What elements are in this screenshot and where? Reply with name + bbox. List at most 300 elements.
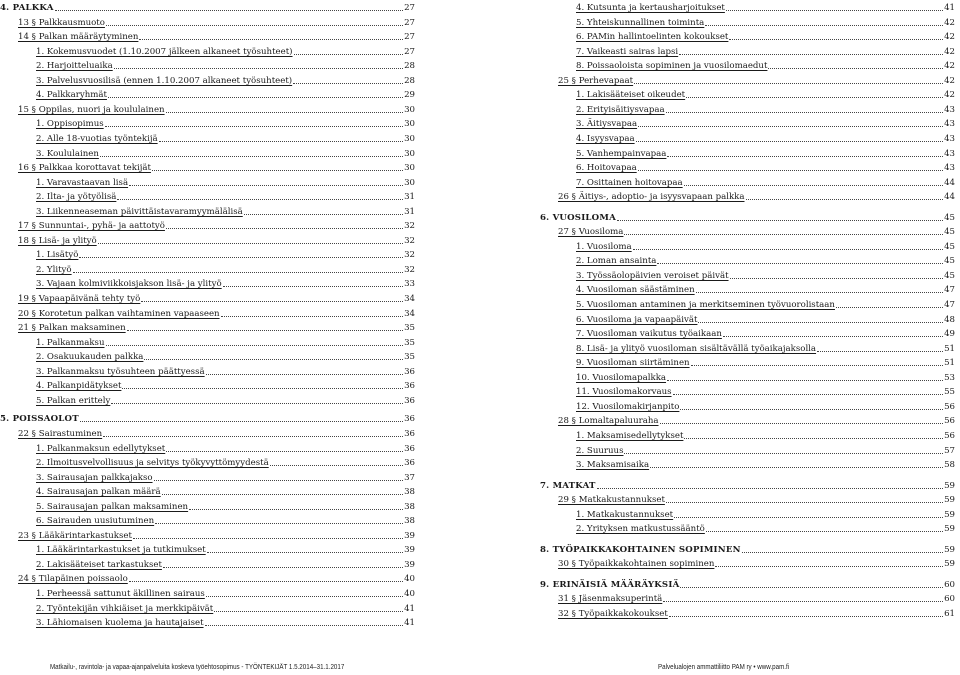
dot-leader (117, 199, 403, 200)
toc-subsection[interactable] (576, 340, 955, 354)
toc-subsection[interactable] (36, 188, 415, 202)
toc-subsection[interactable] (576, 43, 955, 57)
toc-entry-label: 1. Lakisääteiset oikeudet (576, 90, 686, 101)
toc-page-number: 60 (944, 594, 955, 605)
dot-leader (597, 488, 943, 489)
dot-leader (205, 625, 404, 626)
dot-leader (244, 214, 403, 215)
toc-entry-label: 1. Palkanmaksu (36, 337, 105, 348)
dot-leader (207, 552, 403, 553)
dot-leader (221, 316, 403, 317)
dot-leader (154, 480, 404, 481)
toc-subsection[interactable] (576, 101, 955, 115)
toc-entry-label: 22 § Sairastuminen (18, 428, 103, 439)
toc-subsection[interactable] (576, 520, 955, 534)
toc-entry-label: 2. Suuruus (576, 445, 624, 456)
dot-leader (705, 25, 943, 26)
toc-page-number: 47 (944, 285, 955, 296)
toc-section[interactable] (18, 101, 415, 115)
toc-subsection[interactable] (36, 363, 415, 377)
dot-leader (206, 374, 403, 375)
toc-subsection[interactable] (576, 369, 955, 383)
toc-entry-label: 9. ERINÄISIÄ MÄÄRÄYKSIÄ (540, 579, 680, 590)
toc-subsection[interactable] (576, 267, 955, 281)
toc-page-number: 59 (944, 480, 955, 491)
toc-subsection[interactable] (576, 57, 955, 71)
dot-leader (166, 228, 403, 229)
toc-section[interactable] (558, 72, 955, 86)
dot-leader (166, 112, 403, 113)
toc-subsection[interactable] (576, 174, 955, 188)
toc-page-number: 59 (944, 559, 955, 570)
toc-entry-label: 6. Sairauden uusiutuminen (36, 516, 155, 527)
dot-leader (114, 68, 403, 69)
toc-entry-label: 3. Vajaan kolmiviikkoisjakson lisä- ja ylityö (36, 279, 222, 290)
dot-leader (706, 531, 943, 532)
toc-page-number: 27 (404, 3, 415, 13)
toc-subsection[interactable] (576, 14, 955, 28)
toc-entry-label: 2. Ylityö (36, 264, 72, 275)
toc-page-number: 56 (944, 430, 955, 441)
dot-leader (686, 97, 943, 98)
toc-page-number: 59 (944, 544, 955, 555)
toc-page-number: 30 (404, 104, 415, 115)
dot-leader (696, 292, 943, 293)
dot-leader (223, 286, 403, 287)
toc-entry-label: 3. Palvelusvuosilisä (ennen 1.10.2007 alkaneet työsuhteet) (36, 75, 293, 86)
toc-chapter[interactable] (0, 0, 415, 13)
toc-subsection[interactable] (576, 311, 955, 325)
toc-section[interactable] (558, 223, 955, 237)
toc-subsection[interactable] (36, 246, 415, 260)
toc-subsection[interactable] (576, 159, 955, 173)
toc-page-number: 57 (944, 445, 955, 456)
toc-entry-label: 3. Palkanmaksu työsuhteen päättyessä (36, 366, 205, 377)
toc-subsection[interactable] (576, 296, 955, 310)
toc-entry-label: 4. Isyysvapaa (576, 133, 635, 144)
toc-subsection[interactable] (36, 348, 415, 362)
toc-subsection[interactable] (36, 392, 415, 406)
dot-leader (660, 423, 944, 424)
toc-page-number: 45 (944, 212, 955, 223)
toc-page-number: 38 (404, 487, 415, 498)
toc-entry-label: 7. Osittainen hoitovapaa (576, 177, 683, 188)
toc-entry-label: 1. Varavastaavan lisä (36, 177, 129, 188)
toc-entry-label: 27 § Vuosiloma (558, 227, 624, 238)
toc-page-number: 36 (404, 458, 415, 469)
toc-page-number: 36 (404, 395, 415, 406)
dot-leader (746, 199, 944, 200)
dot-leader (691, 365, 944, 366)
dot-leader (155, 523, 403, 524)
toc-entry-label: 7. MATKAT (540, 480, 596, 491)
toc-page-number: 42 (944, 32, 955, 43)
toc-subsection[interactable] (36, 145, 415, 159)
toc-entry-label: 2. Ilta- ja yötyölisä (36, 192, 117, 203)
toc-page-number: 28 (404, 75, 415, 86)
dot-leader (79, 257, 403, 258)
toc-entry-label: 29 § Matkakustannukset (558, 495, 665, 506)
toc-entry-label: 5. Palkan erittely (36, 395, 111, 406)
toc-subsection[interactable] (36, 174, 415, 188)
toc-page-number: 41 (944, 3, 955, 13)
toc-page-number: 27 (404, 17, 415, 28)
toc-entry-label: 7. Vuosiloman vaikutus työaikaan (576, 329, 722, 340)
toc-page-number: 27 (404, 32, 415, 43)
toc-subsection[interactable] (576, 325, 955, 339)
toc-subsection[interactable] (576, 145, 955, 159)
toc-entry-label: 8. Lisä- ja ylityö vuosiloman sisältävällä työaikajaksolla (576, 343, 817, 354)
toc-subsection[interactable] (576, 398, 955, 412)
dot-leader (270, 465, 403, 466)
toc-chapter[interactable] (540, 541, 955, 555)
dot-leader (680, 409, 943, 410)
dot-leader (294, 54, 404, 55)
toc-subsection[interactable] (36, 86, 415, 100)
toc-chapter[interactable] (0, 410, 415, 424)
toc-entry-label: 2. Alle 18-vuotias työntekijä (36, 133, 158, 144)
dot-leader (106, 345, 404, 346)
dot-leader (293, 83, 403, 84)
toc-page-number: 51 (944, 358, 955, 369)
toc-entry-label: 3. Maksamisaika (576, 460, 650, 471)
toc-entry-label: 2. Osakuukauden palkka (36, 352, 144, 363)
toc-page-number: 30 (404, 148, 415, 159)
dot-leader (133, 538, 403, 539)
toc-section[interactable] (558, 590, 955, 604)
dot-leader (122, 388, 403, 389)
toc-subsection[interactable] (576, 281, 955, 295)
toc-entry-label: 4. Palkkaryhmät (36, 90, 107, 101)
dot-leader (139, 39, 403, 40)
toc-subsection[interactable] (576, 86, 955, 100)
toc-subsection[interactable] (36, 72, 415, 86)
toc-page-number: 45 (944, 241, 955, 252)
toc-subsection[interactable] (576, 354, 955, 368)
toc-page-number: 34 (404, 294, 415, 304)
dot-leader (633, 249, 943, 250)
toc-section[interactable] (18, 305, 415, 319)
toc-section[interactable] (558, 555, 955, 569)
toc-page-number: 35 (404, 323, 415, 334)
dot-leader (105, 126, 403, 127)
toc-page-number: 43 (944, 119, 955, 130)
toc-section[interactable] (18, 290, 415, 304)
toc-subsection[interactable] (576, 506, 955, 520)
toc-entry-label: 2. Loman ansainta (576, 256, 657, 267)
toc-entry-label: 2. Yrityksen matkustussääntö (576, 524, 705, 535)
dot-leader (742, 552, 943, 553)
dot-leader (715, 566, 943, 567)
toc-entry-label: 4. Vuosiloman säästäminen (576, 285, 695, 296)
toc-subsection[interactable] (36, 115, 415, 129)
dot-leader (638, 126, 943, 127)
toc-page-number: 59 (944, 495, 955, 506)
toc-page-number: 42 (944, 46, 955, 57)
toc-page-number: 42 (944, 75, 955, 86)
toc-subsection[interactable] (36, 541, 415, 555)
toc-page-number: 40 (404, 574, 415, 585)
toc-section[interactable] (558, 412, 955, 426)
dot-leader (666, 112, 943, 113)
dot-leader (141, 301, 403, 302)
dot-leader (624, 234, 943, 235)
dot-leader (723, 336, 943, 337)
dot-leader (657, 263, 943, 264)
toc-page-number: 56 (944, 416, 955, 427)
toc-entry-label: 15 § Oppilas, nuori ja koululainen (18, 104, 165, 115)
toc-section[interactable] (558, 605, 955, 619)
toc-entry-label: 2. Lakisääteiset tarkastukset (36, 559, 162, 570)
toc-page-number: 38 (404, 516, 415, 527)
toc-page-number: 59 (944, 524, 955, 535)
toc-entry-label: 25 § Perhevapaat (558, 75, 634, 86)
toc-subsection[interactable] (576, 442, 955, 456)
dot-leader (698, 322, 943, 323)
dot-leader (106, 25, 403, 26)
toc-entry-label: 19 § Vapaapäivänä tehty työ (18, 294, 141, 304)
toc-entry-label: 4. PALKKA (0, 3, 54, 13)
toc-subsection[interactable] (576, 252, 955, 266)
toc-entry-label: 8. TYÖPAIKKAKOHTAINEN SOPIMINEN (540, 544, 741, 555)
dot-leader (189, 509, 403, 510)
toc-subsection[interactable] (36, 203, 415, 217)
toc-page-number: 56 (944, 401, 955, 412)
toc-section[interactable] (18, 319, 415, 333)
dot-leader (638, 170, 943, 171)
toc-entry-label: 9. Vuosiloman siirtäminen (576, 358, 690, 369)
toc-page-number: 43 (944, 163, 955, 174)
toc-subsection[interactable] (36, 261, 415, 275)
dot-leader (111, 403, 403, 404)
toc-page-number: 33 (404, 279, 415, 290)
toc-entry-label: 12. Vuosilomakirjanpito (576, 401, 680, 412)
toc-entry-label: 7. Vaikeasti sairas lapsi (576, 46, 679, 57)
toc-entry-label: 26 § Äitiys-, adoptio- ja isyysvapaan palkka (558, 192, 745, 203)
toc-subsection[interactable] (576, 383, 955, 397)
dot-leader (108, 97, 403, 98)
toc-section[interactable] (18, 425, 415, 439)
toc-subsection[interactable] (576, 456, 955, 470)
toc-subsection[interactable] (36, 585, 415, 599)
toc-section[interactable] (18, 527, 415, 541)
toc-entry-label: 1. Vuosiloma (576, 241, 632, 252)
toc-entry-label: 2. Harjoitteluaika (36, 61, 113, 72)
toc-entry-label: 1. Kokemusvuodet (1.10.2007 jälkeen alkaneet työsuhteet) (36, 46, 293, 57)
toc-subsection[interactable] (576, 427, 955, 441)
dot-leader (214, 611, 403, 612)
toc-section[interactable] (558, 188, 955, 202)
toc-page-number: 39 (404, 559, 415, 570)
toc-subsection[interactable] (36, 556, 415, 570)
toc-subsection[interactable] (36, 130, 415, 144)
toc-chapter[interactable] (540, 576, 955, 590)
toc-subsection[interactable] (36, 57, 415, 71)
toc-section[interactable] (18, 232, 415, 246)
toc-chapter[interactable] (540, 209, 955, 223)
toc-entry-label: 4. Sairausajan palkan määrä (36, 487, 161, 498)
toc-entry-label: 6. Hoitovapaa (576, 163, 637, 174)
toc-subsection[interactable] (576, 0, 955, 13)
toc-page-number: 48 (944, 314, 955, 325)
dot-leader (129, 185, 403, 186)
toc-subsection[interactable] (36, 469, 415, 483)
toc-entry-label: 20 § Korotetun palkan vaihtaminen vapaaseen (18, 308, 220, 319)
dot-leader (80, 421, 403, 422)
dot-leader (817, 351, 943, 352)
dot-leader (663, 601, 943, 602)
toc-entry-label: 6. VUOSILOMA (540, 212, 616, 223)
toc-entry-label: 13 § Palkkausmuoto (18, 17, 105, 28)
dot-leader (159, 141, 403, 142)
toc-entry-label: 1. Matkakustannukset (576, 509, 674, 520)
toc-entry-label: 5. Vuosiloman antaminen ja merkitseminen työvuorolistaan (576, 300, 835, 310)
dot-leader (636, 141, 943, 142)
toc-entry-label: 31 § Jäsenmaksuperintä (558, 594, 663, 605)
toc-subsection[interactable] (36, 614, 415, 628)
dot-leader (684, 185, 943, 186)
toc-entry-label: 1. Lisätyö (36, 250, 79, 261)
toc-page-number: 28 (404, 61, 415, 72)
toc-page-number: 44 (944, 177, 955, 188)
dot-leader (127, 330, 403, 331)
toc-entry-label: 11. Vuosilomakorvaus (576, 387, 672, 398)
dot-leader (667, 380, 943, 381)
toc-page-number: 36 (404, 428, 415, 439)
toc-subsection[interactable] (36, 512, 415, 526)
toc-page-number: 58 (944, 460, 955, 471)
dot-leader (684, 438, 943, 439)
toc-entry-label: 5. Sairausajan palkan maksaminen (36, 501, 189, 512)
toc-page-number: 35 (404, 337, 415, 348)
dot-leader (680, 587, 943, 588)
toc-page-number: 36 (404, 414, 415, 425)
toc-entry-label: 30 § Työpaikkakohtainen sopiminen (558, 559, 715, 570)
toc-subsection[interactable] (576, 238, 955, 252)
dot-leader (103, 436, 403, 437)
dot-leader (98, 243, 403, 244)
toc-entry-label: 2. Työntekijän vihkiäiset ja merkkipäivät (36, 603, 214, 614)
toc-subsection[interactable] (576, 115, 955, 129)
toc-subsection[interactable] (576, 130, 955, 144)
toc-page-number: 38 (404, 501, 415, 512)
toc-entry-label: 1. Perheessä sattunut äkillinen sairaus (36, 589, 205, 599)
toc-page-number: 51 (944, 343, 955, 354)
toc-subsection[interactable] (576, 28, 955, 42)
toc-subsection[interactable] (36, 377, 415, 391)
toc-page-number: 27 (404, 46, 415, 57)
toc-entry-label: 21 § Palkan maksaminen (18, 323, 126, 334)
toc-entry-label: 16 § Palkkaa korottavat tekijät (18, 163, 151, 174)
toc-section[interactable] (18, 28, 415, 42)
dot-leader (617, 220, 943, 221)
dot-leader (768, 68, 943, 69)
toc-page-number: 39 (404, 530, 415, 541)
toc-subsection[interactable] (36, 440, 415, 454)
toc-page-number: 30 (404, 119, 415, 130)
toc-entry-label: 5. Yhteiskunnallinen toiminta (576, 17, 705, 28)
dot-leader (162, 494, 403, 495)
toc-section[interactable] (18, 570, 415, 584)
dot-leader (729, 39, 943, 40)
footer-agreement-title: Matkailu-, ravintola- ja vapaa-ajanpalveluita koskeva työehtosopimus - TYÖNTEKIJÄT 1.5.2014–31.1.2017 (50, 662, 345, 671)
toc-entry-label: 1. Maksamisedellytykset (576, 430, 684, 441)
toc-entry-label: 6. Vuosiloma ja vapaapäivät (576, 314, 698, 325)
dot-leader (674, 517, 943, 518)
toc-entry-label: 24 § Tilapäinen poissaolo (18, 574, 128, 585)
dot-leader (679, 54, 943, 55)
toc-entry-label: 10. Vuosilomapalkka (576, 372, 667, 383)
toc-page-number: 40 (404, 589, 415, 599)
toc-page-number: 42 (944, 61, 955, 72)
dot-leader (166, 451, 403, 452)
toc-section[interactable] (558, 491, 955, 505)
toc-page-number: 43 (944, 148, 955, 159)
toc-subsection[interactable] (36, 483, 415, 497)
dot-leader (726, 10, 943, 11)
toc-entry-label: 23 § Lääkärintarkastukset (18, 530, 132, 541)
dot-leader (624, 453, 943, 454)
toc-entry-label: 14 § Palkan määräytyminen (18, 32, 139, 43)
dot-leader (669, 616, 943, 617)
dot-leader (206, 596, 403, 597)
dot-leader (650, 467, 943, 468)
toc-entry-label: 5. Vanhempainvapaa (576, 148, 667, 159)
toc-page-number: 41 (404, 603, 415, 614)
toc-page-number: 36 (404, 366, 415, 377)
toc-subsection[interactable] (36, 454, 415, 468)
toc-entry-label: 1. Lääkärintarkastukset ja tutkimukset (36, 545, 206, 556)
toc-section[interactable] (18, 217, 415, 231)
toc-subsection[interactable] (36, 43, 415, 57)
dot-leader (73, 272, 403, 273)
toc-page-number: 37 (404, 472, 415, 483)
toc-subsection[interactable] (36, 334, 415, 348)
toc-page-number: 42 (944, 17, 955, 28)
toc-page-number: 31 (404, 206, 415, 217)
toc-page-number: 39 (404, 545, 415, 556)
toc-section[interactable] (18, 159, 415, 173)
toc-entry-label: 3. Lähiomaisen kuolema ja hautajaiset (36, 618, 204, 629)
toc-page-number: 31 (404, 192, 415, 203)
toc-chapter[interactable] (540, 477, 955, 491)
toc-page-number: 32 (404, 250, 415, 261)
toc-entry-label: 3. Sairausajan palkkajakso (36, 472, 153, 483)
toc-section[interactable] (18, 14, 415, 28)
dot-leader (666, 502, 943, 503)
toc-subsection[interactable] (36, 275, 415, 289)
toc-page-number: 30 (404, 133, 415, 144)
dot-leader (163, 567, 403, 568)
dot-leader (673, 394, 944, 395)
toc-entry-label: 3. Työssäolopäivien veroiset päivät (576, 270, 729, 281)
toc-entry-label: 4. Kutsunta ja kertausharjoitukset (576, 3, 725, 13)
toc-subsection[interactable] (36, 600, 415, 614)
toc-page-number: 49 (944, 329, 955, 340)
toc-page-number: 45 (944, 270, 955, 281)
dot-leader (144, 359, 403, 360)
toc-entry-label: 3. Äitiysvapaa (576, 119, 638, 130)
toc-entry-label: 1. Oppisopimus (36, 119, 104, 130)
toc-page-number: 61 (944, 609, 955, 619)
dot-leader (55, 10, 403, 11)
toc-subsection[interactable] (36, 498, 415, 512)
toc-page-number: 47 (944, 300, 955, 310)
toc-page-number: 55 (944, 387, 955, 398)
toc-page-number: 41 (404, 618, 415, 629)
toc-entry-label: 32 § Työpaikkakokoukset (558, 609, 668, 619)
toc-page-number: 45 (944, 227, 955, 238)
